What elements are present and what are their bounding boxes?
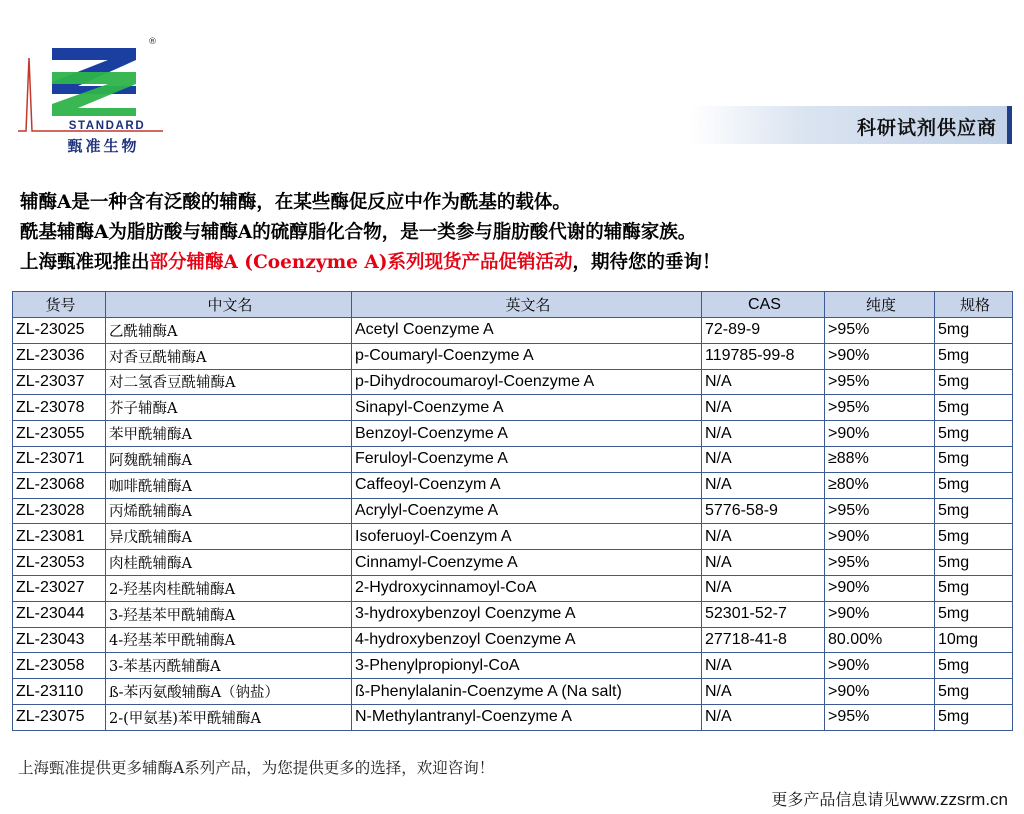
table-row [13, 704, 1013, 730]
table-row [13, 550, 1013, 576]
logo-brand-text: STANDARD [68, 120, 146, 132]
english-name-cell: 3-hydroxybenzoyl Coenzyme A [352, 601, 702, 627]
registered-mark: ® [148, 37, 157, 47]
cas-cell: N/A [702, 550, 825, 576]
english-name-cell: Cinnamyl-Coenzyme A [352, 550, 702, 576]
chinese-name-cell: 芥子辅酶A [106, 395, 352, 421]
table-row [13, 653, 1013, 679]
cas-cell: 119785-99-8 [702, 343, 825, 369]
website-link[interactable]: www.zzsrm.cn [899, 790, 1008, 809]
item-no-cell: ZL-23110 [13, 679, 106, 705]
english-name-cell: ß-Phenylalanin-Coenzyme A (Na salt) [352, 679, 702, 705]
english-name-cell: Feruloyl-Coenzyme A [352, 446, 702, 472]
size-cell: 5mg [935, 421, 1013, 447]
size-cell: 5mg [935, 524, 1013, 550]
chinese-name-cell: 咖啡酰辅酶A [106, 472, 352, 498]
purity-cell: >95% [825, 369, 935, 395]
cas-cell: N/A [702, 524, 825, 550]
promo-highlight: 部分辅酶A (Coenzyme A)系列现货产品促销活动 [149, 252, 573, 273]
purity-cell: 80.00% [825, 627, 935, 653]
table-row [13, 472, 1013, 498]
chinese-name-cell: ß-苯丙氨酸辅酶A（钠盐） [106, 679, 352, 705]
size-cell: 5mg [935, 318, 1013, 344]
cas-cell: 72-89-9 [702, 318, 825, 344]
item-no-cell: ZL-23027 [13, 575, 106, 601]
purity-cell: ≥88% [825, 446, 935, 472]
header-purity: 纯度 [825, 292, 935, 318]
cas-cell: N/A [702, 679, 825, 705]
table-row [13, 446, 1013, 472]
chinese-name-cell: 对二氢香豆酰辅酶A [106, 369, 352, 395]
english-name-cell: p-Dihydrocoumaroyl-Coenzyme A [352, 369, 702, 395]
item-no-cell: ZL-23081 [13, 524, 106, 550]
chinese-name-cell: 2-(甲氨基)苯甲酰辅酶A [106, 704, 352, 730]
company-logo [18, 38, 163, 158]
cas-cell: 27718-41-8 [702, 627, 825, 653]
chinese-name-cell: 2-羟基肉桂酰辅酶A [106, 575, 352, 601]
cas-cell: N/A [702, 421, 825, 447]
intro-line-1: 辅酶A是一种含有泛酸的辅酶，在某些酶促反应中作为酰基的载体。 [20, 192, 571, 213]
table-row [13, 498, 1013, 524]
purity-cell: >95% [825, 318, 935, 344]
item-no-cell: ZL-23025 [13, 318, 106, 344]
item-no-cell: ZL-23058 [13, 653, 106, 679]
intro-line-3 [20, 248, 721, 278]
table-row [13, 369, 1013, 395]
chinese-name-cell: 对香豆酰辅酶A [106, 343, 352, 369]
chinese-name-cell: 丙烯酰辅酶A [106, 498, 352, 524]
purity-cell: >90% [825, 524, 935, 550]
size-cell: 5mg [935, 395, 1013, 421]
size-cell: 5mg [935, 704, 1013, 730]
table-row [13, 343, 1013, 369]
header-cas: CAS [702, 292, 825, 318]
cas-cell: N/A [702, 653, 825, 679]
item-no-cell: ZL-23078 [13, 395, 106, 421]
footer-note: 上海甄准提供更多辅酶A系列产品，为您提供更多的选择，欢迎咨询！ [18, 759, 495, 777]
cas-cell: N/A [702, 446, 825, 472]
purity-cell: >95% [825, 498, 935, 524]
banner-title: 科研试剂供应商 [856, 117, 997, 139]
size-cell: 5mg [935, 679, 1013, 705]
size-cell: 5mg [935, 498, 1013, 524]
english-name-cell: Acetyl Coenzyme A [352, 318, 702, 344]
purity-cell: >95% [825, 550, 935, 576]
size-cell: 10mg [935, 627, 1013, 653]
table-row [13, 601, 1013, 627]
supplier-banner [690, 106, 1012, 144]
header-size: 规格 [935, 292, 1013, 318]
purity-cell: >90% [825, 575, 935, 601]
purity-cell: ≥80% [825, 472, 935, 498]
footer-website [771, 787, 1008, 810]
chinese-name-cell: 苯甲酰辅酶A [106, 421, 352, 447]
chinese-name-cell: 3-苯基丙酰辅酶A [106, 653, 352, 679]
intro-line-3-suffix: ，期待您的垂询！ [572, 252, 721, 273]
chinese-name-cell: 异戊酰辅酶A [106, 524, 352, 550]
english-name-cell: Sinapyl-Coenzyme A [352, 395, 702, 421]
item-no-cell: ZL-23071 [13, 446, 106, 472]
table-row [13, 524, 1013, 550]
table-row [13, 421, 1013, 447]
chinese-name-cell: 乙酰辅酶A [106, 318, 352, 344]
item-no-cell: ZL-23075 [13, 704, 106, 730]
english-name-cell: p-Coumaryl-Coenzyme A [352, 343, 702, 369]
chinese-name-cell: 3-羟基苯甲酰辅酶A [106, 601, 352, 627]
size-cell: 5mg [935, 472, 1013, 498]
item-no-cell: ZL-23036 [13, 343, 106, 369]
header-item-no: 货号 [13, 292, 106, 318]
cas-cell: N/A [702, 575, 825, 601]
english-name-cell: 2-Hydroxycinnamoyl-CoA [352, 575, 702, 601]
chinese-name-cell: 阿魏酰辅酶A [106, 446, 352, 472]
item-no-cell: ZL-23068 [13, 472, 106, 498]
size-cell: 5mg [935, 601, 1013, 627]
item-no-cell: ZL-23044 [13, 601, 106, 627]
table-body [13, 318, 1013, 731]
table-row [13, 395, 1013, 421]
cas-cell: N/A [702, 395, 825, 421]
english-name-cell: N-Methylantranyl-Coenzyme A [352, 704, 702, 730]
cas-cell: N/A [702, 369, 825, 395]
table-row [13, 627, 1013, 653]
purity-cell: >90% [825, 601, 935, 627]
table-row [13, 575, 1013, 601]
item-no-cell: ZL-23053 [13, 550, 106, 576]
purity-cell: >95% [825, 704, 935, 730]
intro-line-2: 酰基辅酶A为脂肪酸与辅酶A的硫醇脂化合物，是一类参与脂肪酸代谢的辅酶家族。 [20, 222, 697, 243]
size-cell: 5mg [935, 369, 1013, 395]
english-name-cell: 4-hydroxybenzoyl Coenzyme A [352, 627, 702, 653]
cas-cell: N/A [702, 704, 825, 730]
english-name-cell: Acrylyl-Coenzyme A [352, 498, 702, 524]
size-cell: 5mg [935, 446, 1013, 472]
table-header-row [13, 292, 1013, 318]
intro-text [20, 188, 721, 278]
purity-cell: >90% [825, 421, 935, 447]
table-row [13, 679, 1013, 705]
english-name-cell: Isoferuoyl-Coenzym A [352, 524, 702, 550]
intro-line-3-prefix: 上海甄准现推出 [20, 252, 150, 273]
english-name-cell: 3-Phenylpropionyl-CoA [352, 653, 702, 679]
header-chinese-name: 中文名 [106, 292, 352, 318]
header-english-name: 英文名 [352, 292, 702, 318]
cas-cell: 52301-52-7 [702, 601, 825, 627]
size-cell: 5mg [935, 653, 1013, 679]
item-no-cell: ZL-23043 [13, 627, 106, 653]
item-no-cell: ZL-23028 [13, 498, 106, 524]
cas-cell: 5776-58-9 [702, 498, 825, 524]
purity-cell: >90% [825, 343, 935, 369]
product-table [12, 291, 1013, 731]
size-cell: 5mg [935, 575, 1013, 601]
item-no-cell: ZL-23037 [13, 369, 106, 395]
purity-cell: >90% [825, 679, 935, 705]
table-row [13, 318, 1013, 344]
size-cell: 5mg [935, 550, 1013, 576]
footer-web-label: 更多产品信息请见 [771, 790, 900, 809]
chinese-name-cell: 4-羟基苯甲酰辅酶A [106, 627, 352, 653]
size-cell: 5mg [935, 343, 1013, 369]
chinese-name-cell: 肉桂酰辅酶A [106, 550, 352, 576]
cas-cell: N/A [702, 472, 825, 498]
english-name-cell: Benzoyl-Coenzyme A [352, 421, 702, 447]
logo-chinese-name: 甄准生物 [67, 137, 140, 155]
english-name-cell: Caffeoyl-Coenzym A [352, 472, 702, 498]
purity-cell: >95% [825, 395, 935, 421]
item-no-cell: ZL-23055 [13, 421, 106, 447]
purity-cell: >90% [825, 653, 935, 679]
